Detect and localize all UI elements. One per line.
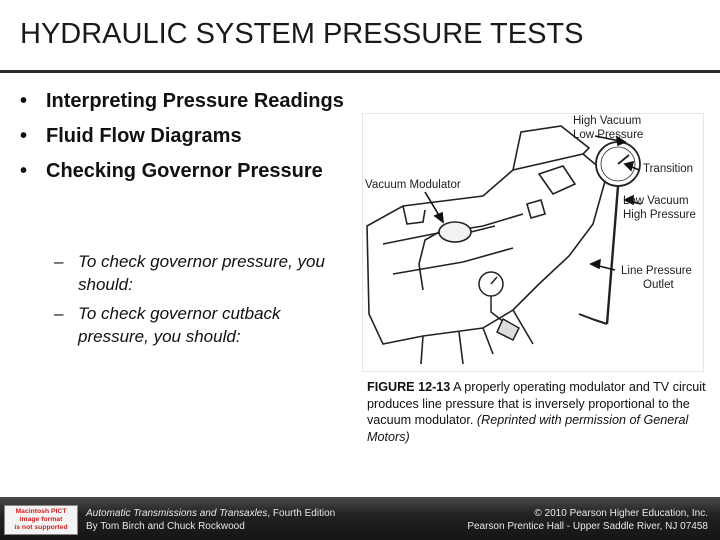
logo-line: Macintosh PICT bbox=[15, 508, 67, 515]
figure-number: FIGURE 12-13 bbox=[367, 380, 451, 394]
sub-bullet-marker: – bbox=[54, 252, 64, 271]
title-divider bbox=[0, 70, 720, 73]
label-high-vacuum: High Vacuum bbox=[573, 115, 642, 127]
footer-bar bbox=[0, 497, 720, 540]
bullet-list bbox=[18, 88, 348, 193]
book-title: Automatic Transmissions and Transaxles bbox=[86, 508, 268, 519]
caption-text: A properly operating modulator and TV circuit produces line pressure that is inversely proportional to the vacuum modulator. bbox=[367, 380, 706, 427]
logo-line: is not supported bbox=[14, 524, 68, 531]
book-authors: By Tom Birch and Chuck Rockwood bbox=[86, 521, 245, 532]
book-edition: , Fourth Edition bbox=[267, 508, 336, 519]
label-line-pressure: Line Pressure bbox=[621, 265, 692, 277]
bullet-text: Interpreting Pressure Readings bbox=[46, 90, 344, 112]
bullet-marker: • bbox=[20, 160, 28, 182]
sub-bullet-item bbox=[40, 302, 350, 348]
sub-bullet-list bbox=[40, 250, 350, 354]
logo-line: image format bbox=[19, 516, 63, 523]
label-outlet: Outlet bbox=[643, 279, 674, 291]
label-low-pressure: Low Pressure bbox=[573, 129, 644, 141]
bullet-marker: • bbox=[20, 90, 28, 112]
bullet-text: Checking Governor Pressure bbox=[46, 160, 323, 182]
figure-caption bbox=[367, 379, 707, 445]
vacuum-gauge-drawing bbox=[479, 272, 519, 340]
transmission-case-drawing bbox=[367, 126, 607, 364]
bullet-item bbox=[18, 88, 348, 115]
label-high-pressure: High Pressure bbox=[623, 209, 696, 221]
bullet-item bbox=[18, 158, 348, 185]
label-transition: Transition bbox=[643, 163, 694, 175]
caption-credit: (Reprinted with permission of General Motors) bbox=[367, 413, 689, 444]
sub-bullet-text: To check governor cutback pressure, you should: bbox=[78, 304, 281, 346]
copyright-line: © 2010 Pearson Higher Education, Inc. bbox=[534, 508, 708, 519]
label-low-vacuum: Low Vacuum bbox=[623, 195, 689, 207]
label-vacuum-modulator: Vacuum Modulator bbox=[365, 179, 461, 191]
bullet-item bbox=[18, 123, 348, 150]
bullet-marker: • bbox=[20, 125, 28, 147]
sub-bullet-item bbox=[40, 250, 350, 296]
transmission-gauge-illustration bbox=[363, 114, 703, 371]
sub-bullet-marker: – bbox=[54, 304, 64, 323]
book-info bbox=[86, 507, 335, 533]
sub-bullet-text: To check governor pressure, you should: bbox=[78, 252, 325, 294]
copyright-info bbox=[467, 507, 708, 533]
bullet-text: Fluid Flow Diagrams bbox=[46, 125, 242, 147]
figure-image bbox=[362, 113, 704, 372]
publisher-logo-placeholder bbox=[4, 505, 78, 535]
publisher-line: Pearson Prentice Hall - Upper Saddle River, NJ 07458 bbox=[467, 521, 708, 532]
slide-title: HYDRAULIC SYSTEM PRESSURE TESTS bbox=[20, 18, 584, 50]
